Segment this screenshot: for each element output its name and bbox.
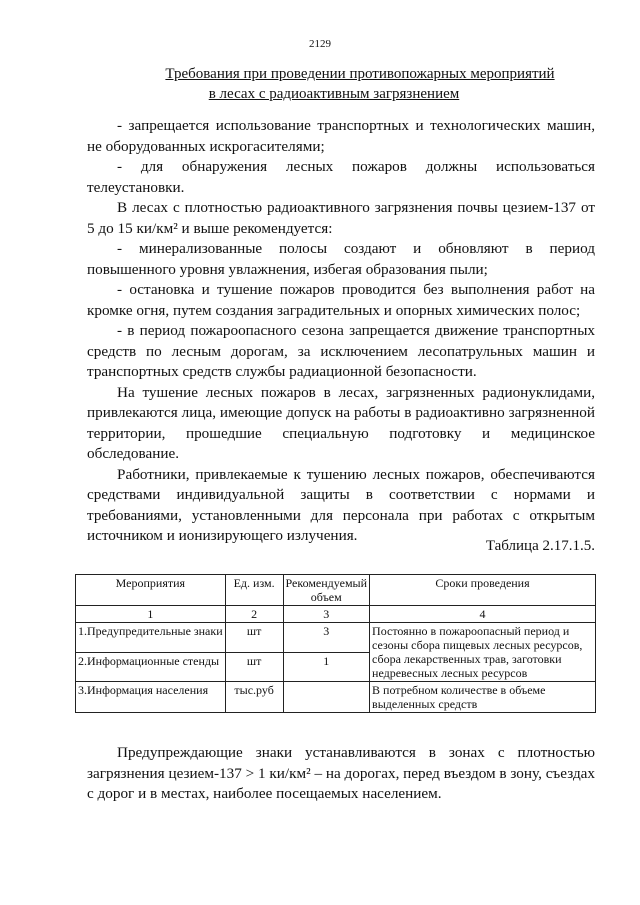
body-text <box>87 116 595 547</box>
header-terms: Сроки проведения <box>370 575 596 606</box>
header-unit: Ед. изм. <box>225 575 283 606</box>
unit-cell: тыс.руб <box>225 682 283 713</box>
title-line-2: в лесах с радиоактивным загрязнением <box>208 86 460 102</box>
column-number: 2 <box>225 606 283 623</box>
unit-cell: шт <box>225 652 283 682</box>
closing-text <box>87 743 595 805</box>
paragraph: Предупреждающие знаки устанавливаются в зонах с плотностью загрязнения цезием-137 > 1 ки/км² – на дорогах, перед въездом в зону, съездах с дорог и в местах, наиболее посещаемых населением. <box>87 744 596 802</box>
volume-cell: 1 <box>283 652 370 682</box>
column-number: 4 <box>370 606 596 623</box>
section-title <box>0 64 640 104</box>
terms-cell: Постоянно в пожароопасный период и сезоны сбора пищевых лесных ресурсов, сбора лекарственных трав, заготовки недревесных лесных ресурсов <box>370 623 596 682</box>
table-caption: Таблица 2.17.1.5. <box>485 538 595 554</box>
volume-cell <box>283 682 370 713</box>
column-number: 3 <box>283 606 370 623</box>
title-line-1: Требования при проведении противопожарных мероприятий <box>165 66 555 82</box>
page-number: 2129 <box>309 38 331 50</box>
header-measures: Мероприятия <box>76 575 226 606</box>
paragraph: Работники, привлекаемые к тушению лесных пожаров, обеспечиваются средствами индивидуальной защиты в соответствии с нормами и требованиями, установленными для персонала при работах с открытым источником и ионизирующего излучения. <box>87 465 595 544</box>
paragraph: В лесах с плотностью радиоактивного загрязнения почвы цезием-137 от 5 до 15 ки/км² и выше рекомендуется: <box>87 199 595 237</box>
table-header-row <box>76 575 596 606</box>
paragraph: - минерализованные полосы создают и обновляют в период повышенного уровня увлажнения, избегая образования пыли; <box>87 240 595 278</box>
measure-cell: 3.Информация населения <box>76 682 226 713</box>
paragraph: - запрещается использование транспортных и технологических машин, не оборудованных искрогасителями; <box>87 117 595 155</box>
unit-cell: шт <box>225 623 283 653</box>
table-row <box>76 682 596 713</box>
paragraph: - для обнаружения лесных пожаров должны использоваться телеустановки. <box>87 158 595 196</box>
table-number-row <box>76 606 596 623</box>
table-row <box>76 623 596 653</box>
paragraph: На тушение лесных пожаров в лесах, загрязненных радионуклидами, привлекаются лица, имеющие допуск на работы в радиоактивно загрязненной территории, прошедшие специальную подготовку и медицинское обследование. <box>87 383 595 462</box>
terms-cell: В потребном количестве в объеме выделенных средств <box>370 682 596 713</box>
header-volume: Рекомендуемый объем <box>283 575 370 606</box>
measure-cell: 1.Предупредительные знаки <box>76 623 226 653</box>
measures-table <box>75 574 596 713</box>
measure-cell: 2.Информационные стенды <box>76 652 226 682</box>
volume-cell: 3 <box>283 623 370 653</box>
paragraph: - остановка и тушение пожаров проводится без выполнения работ на кромке огня, путем создания заградительных и опорных химических полос; <box>87 281 595 319</box>
paragraph: - в период пожароопасного сезона запрещается движение транспортных средств по лесным дорогам, за исключением лесопатрульных машин и транспортных средств службы радиационной безопасности. <box>87 322 595 380</box>
column-number: 1 <box>76 606 226 623</box>
